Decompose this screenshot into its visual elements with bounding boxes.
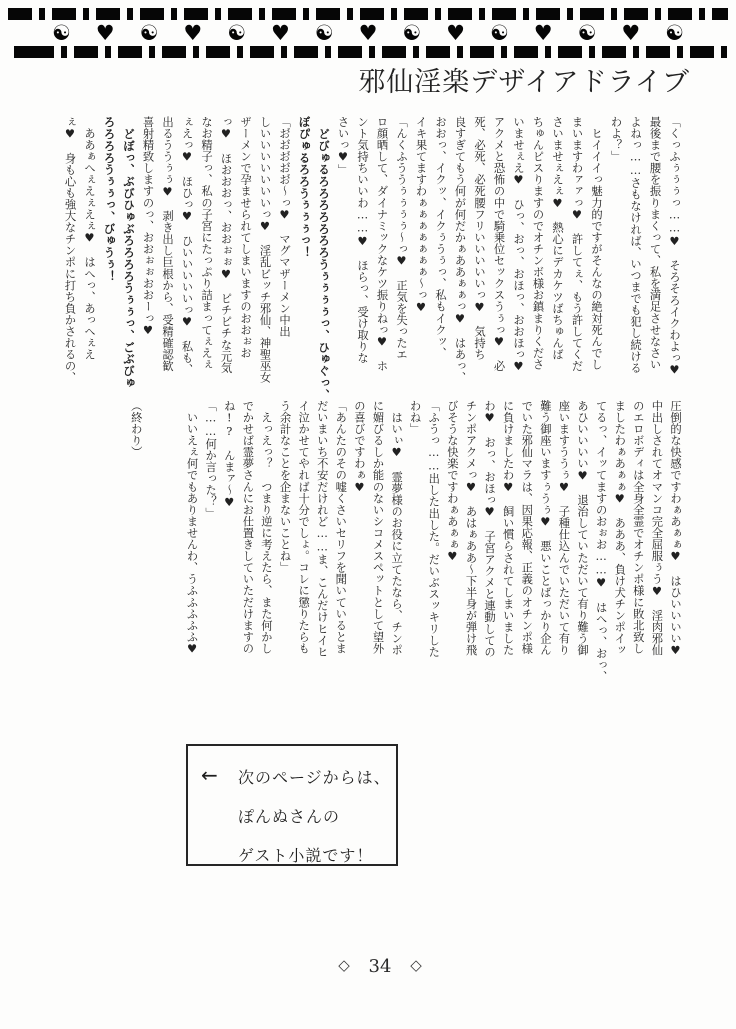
yin-yang-icon: ☯ xyxy=(489,20,509,45)
text-column: に負けましたわ♥ 飼い慣らされてしまいました xyxy=(501,400,515,656)
text-column: いいえぇ何でもありませんわ、うふふふふふ♥ xyxy=(185,400,199,656)
text-column: でいた邪仙マラは、因果応報、正義のオチンポ様 xyxy=(520,400,534,655)
note-line: ぽんぬさんの xyxy=(238,807,341,826)
text-column: に媚びるしか能のないシコメスペットとして望外 xyxy=(371,400,385,655)
text-column: 「お゙お゙お゙お゙お゙〜っ♥ マグマザーメン中出 xyxy=(278,116,291,338)
text-column: ちゅんピスりますのでオチンボ様お鎮まりくださ xyxy=(531,116,545,371)
text-column: だいまいち不安だけれど……ま、こんだけヒイヒ xyxy=(315,400,329,658)
text-column: 「くっふぅぅぅっ……♥ そろそろイクわよっ♥ xyxy=(668,116,681,377)
text-column: イ泣かせてやれば十分でしょ。コレに懲りたらも xyxy=(297,400,311,655)
heart-icon: ♥ xyxy=(446,20,465,45)
text-column: のエロボディは全身全霊でオチンポ様に敗北致し xyxy=(631,400,645,655)
text-column: 座いますううぅ♥ 子種仕込んでいただいて有り xyxy=(557,400,571,656)
border-dash-row-bottom xyxy=(8,46,728,58)
story-text-lower xyxy=(126,400,684,682)
text-column: ね!? んまァ〜♥ xyxy=(222,400,236,510)
text-column: はいぃ♥ 霊夢様のお役に立てたなら、チンポ xyxy=(390,400,404,656)
text-column: イキ果てますわぁぁぁぁぁぁぁ〜っ♥ xyxy=(414,116,428,315)
decorative-border xyxy=(8,8,728,60)
text-column xyxy=(163,400,182,682)
text-column: いませぇえ♥ ひっ、おっ、おほっ、おおほっ♥ xyxy=(512,116,525,374)
text-column: ロ顔晒して、ダイナミックなケツ振りねっ♥ ホ xyxy=(375,116,389,372)
text-column xyxy=(145,400,164,682)
text-column: さいっ♥」 xyxy=(336,116,350,176)
text-column: アクメと恐怖の中で騎乗位セックスうぅっ♥ 必 xyxy=(492,116,506,372)
text-column: 「ふうっ……出した出した。だいぶスッキリした xyxy=(427,400,441,658)
text-column: 出るううぅぅ♥ 剥き出し巨根から、受精確認歓 xyxy=(161,116,174,372)
text-column: わ♥ おっ、おほっ♥ 子宮アクメと連動しての xyxy=(483,400,497,658)
text-column: 圧倒的な快感ですわぁあぁぁ♥ はひいいいい♥ xyxy=(669,400,682,658)
text-column: ろろろろうぅぅっ、びゅうぅ！ xyxy=(102,116,117,282)
border-symbols-row xyxy=(8,20,728,46)
border-dash-row-top xyxy=(8,8,728,20)
yin-yang-icon: ☯ xyxy=(227,20,247,45)
text-column: の喜びですわぁ♥ xyxy=(352,400,366,495)
heart-icon: ♥ xyxy=(95,20,115,45)
text-column: 良すぎてもう何が何だかぁああぁぁっ♥ はあっ、 xyxy=(453,116,467,384)
text-column: ぼぴゅるろろうぅぅぅっ！ xyxy=(297,116,312,259)
text-column: っ♥ ほおおおっ、おおぉぉ♥ ピチピチな元気 xyxy=(219,116,233,374)
note-line: ゲスト小説です！ xyxy=(238,846,374,865)
yin-yang-icon: ☯ xyxy=(402,20,422,45)
text-column: おおっ、イクッ、イクぅうぅっ、私もイクッ、 xyxy=(434,116,447,359)
text-column: 喜射精致しますのっ、おおぉぉおおーっ♥ xyxy=(141,116,155,338)
text-column: 「んくふううぅぅぅぅ〜っ♥ 正気を失ったエ xyxy=(395,116,408,361)
yin-yang-icon: ☯ xyxy=(52,20,71,45)
diamond-ornament-right-icon: ◇ xyxy=(410,956,422,974)
text-column: チンポアクメっ♥ あはぁああ〜下半身が弾け飛 xyxy=(464,400,478,656)
text-column: （終わり） xyxy=(129,400,143,458)
text-column: ぇえっ♥ ほひっ♥ ひいいいいいっ♥ 私も、 xyxy=(180,116,194,376)
text-column: どびゅるろろろろろろろうぅぅぅぅっ、ひゅぐっ、 xyxy=(317,116,331,401)
text-column: さいませぇえぇ♥ 熱心にデカケツばちゅんば xyxy=(551,116,564,361)
yin-yang-icon: ☯ xyxy=(314,20,334,45)
heart-icon: ♥ xyxy=(533,20,553,45)
diamond-ornament-left-icon: ◇ xyxy=(338,956,350,974)
note-lines xyxy=(238,758,396,875)
text-column: どぼっ、ぶびひゅぶろろろろうぅぅっ、ごぶびゅ xyxy=(122,116,136,389)
page-number: 34 xyxy=(368,956,392,977)
note-line: 次のページからは、 xyxy=(238,768,391,787)
story-text-upper xyxy=(60,116,684,404)
page-title: 邪仙淫楽デザイアドライブ xyxy=(358,67,690,98)
text-column: よねっ……さもなければ、いつまでも犯し続ける xyxy=(629,116,642,374)
text-column: ましたわぁあぁぁ♥ あああ、負け犬チンポイッ xyxy=(613,400,627,656)
page-footer xyxy=(0,956,736,977)
text-column: でかせば霊夢さんにお仕置きしていただけますの xyxy=(241,400,255,655)
text-column: 「……何か言った？」 xyxy=(204,400,218,519)
next-page-note-box xyxy=(186,744,398,866)
text-column: びそうな快楽ですわぁあぁぁ♥ xyxy=(445,400,459,564)
heart-icon: ♥ xyxy=(183,20,203,45)
text-column: ヒイイイっ魅力的ですがそんなの絶対死んでし xyxy=(590,116,603,371)
text-column: ント気持ちいいわ……♥ ほらっ、受け取りな xyxy=(356,116,369,364)
text-column: 中出しされてオマンコ完全屈服ぅう♥ 淫肉邪仙 xyxy=(650,400,664,656)
text-column: てるっ、イッてますのおぉお……♥ はへっ、おっ、 xyxy=(594,400,608,683)
text-column: 難う御座いますぅうぅ♥ 悪いことばっかり企ん xyxy=(538,400,552,656)
text-column: なお精子っ、私の子宮にたっぷり詰まってぇえぇ xyxy=(200,116,213,371)
text-column: まいますわァァっ♥ 許してぇ、もう許してくだ xyxy=(570,116,584,372)
yin-yang-icon: ☯ xyxy=(139,20,159,45)
text-column: ザーメンで孕ませられてしまいますのおおぉお xyxy=(239,116,252,359)
text-column: う余計なことを企まないことね」 xyxy=(278,400,292,574)
left-arrow-icon: ← xyxy=(201,763,219,787)
heart-icon: ♥ xyxy=(358,20,378,45)
text-column: あひいいいい♥ 退治していただいて有り難う御 xyxy=(576,400,590,656)
text-column: しいいいいいいいっ♥ 淫乱ビッチ邪仙、神聖巫女 xyxy=(258,116,272,384)
text-column: 「あんたのその嘘くさいセリフを聞いているとま xyxy=(334,400,348,655)
text-column: ぇ♥ 身も心も強大なチンポに打ち負かされるの、 xyxy=(63,116,77,384)
heart-icon: ♥ xyxy=(270,20,290,45)
text-column: えっえっ？ つまり逆に考えたら、また何かし xyxy=(259,400,273,655)
text-column: わね」 xyxy=(408,400,422,435)
yin-yang-icon: ☯ xyxy=(577,20,597,45)
text-column: ああぁへぇえぇえぇ♥ はへっ、あっへぇえ xyxy=(83,116,96,361)
text-column: 死、必死、必死腰フリいいいいいっ♥ 気持ち xyxy=(473,116,486,361)
yin-yang-icon: ☯ xyxy=(665,20,684,45)
heart-icon: ♥ xyxy=(621,20,641,45)
text-column: わよ？」 xyxy=(609,116,623,163)
text-column: 最後まで腰を振りまくって、私を満足させなさい xyxy=(648,116,662,371)
